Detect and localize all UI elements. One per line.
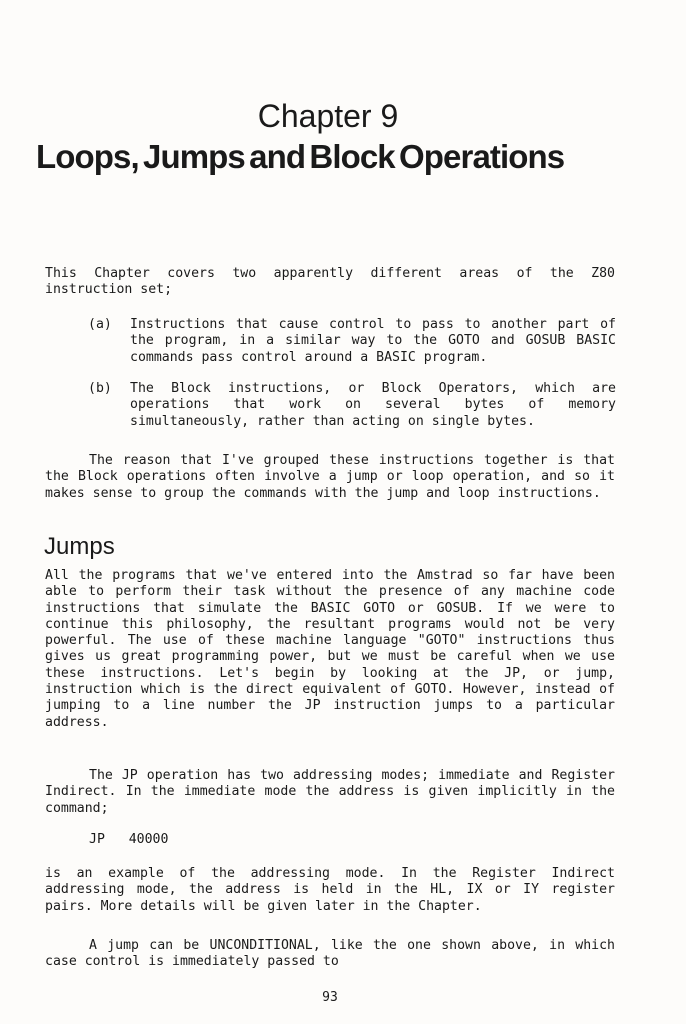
- jumps-paragraph-4: A jump can be UNCONDITIONAL, like the one shown above, in which case control is immediately passed to: [45, 938, 615, 970]
- page-number: 93: [322, 990, 338, 1005]
- list-item-a: [88, 317, 616, 366]
- section-heading-jumps: Jumps: [44, 533, 115, 560]
- jumps-paragraph-2: The JP operation has two addressing modes; immediate and Register Indirect. In the immediate mode the address is given implicitly in the command;: [45, 768, 615, 816]
- chapter-number: Chapter 9: [257, 98, 399, 134]
- chapter-title: Loops, Jumps and Block Operations: [36, 138, 565, 175]
- intro-paragraph: This Chapter covers two apparently different areas of the Z80 instruction set;: [45, 266, 615, 298]
- jumps-paragraph-3: is an example of the addressing mode. In the Register Indirect addressing mode, the address is held in the HL, IX or IY register pairs. More details will be given later in the Chapter.: [45, 866, 615, 914]
- list-item-b: [88, 381, 616, 430]
- list-item-label: (a): [88, 317, 112, 332]
- jumps-paragraph-1: All the programs that we've entered into the Amstrad so far have been able to perform their task without the presence of any machine code instructions that simulate the BASIC GOTO or GOSUB. If we were to continue this philosophy, the resultant programs would not be very powerful. The use of these machine language "GOTO" instructions thus gives us great programming power, but we must be careful when we use these instructions. Let's begin by looking at the JP, or jump, instruction which is the direct equivalent of GOTO. However, instead of jumping to a line number the JP instruction jumps to a particular address.: [45, 568, 615, 730]
- list-item-text: Instructions that cause control to pass to another part of the program, in a similar way to the GOTO and GOSUB BASIC commands pass control around a BASIC program.: [130, 317, 616, 365]
- code-example: JP 40000: [89, 832, 169, 847]
- list-item-text: The Block instructions, or Block Operators, which are operations that work on several bytes of memory simultaneously, rather than acting on single bytes.: [130, 381, 616, 429]
- reason-paragraph: The reason that I've grouped these instructions together is that the Block operations often involve a jump or loop operation, and so it makes sense to group the commands with the jump and loop instructions.: [45, 453, 615, 501]
- list-item-label: (b): [88, 381, 112, 396]
